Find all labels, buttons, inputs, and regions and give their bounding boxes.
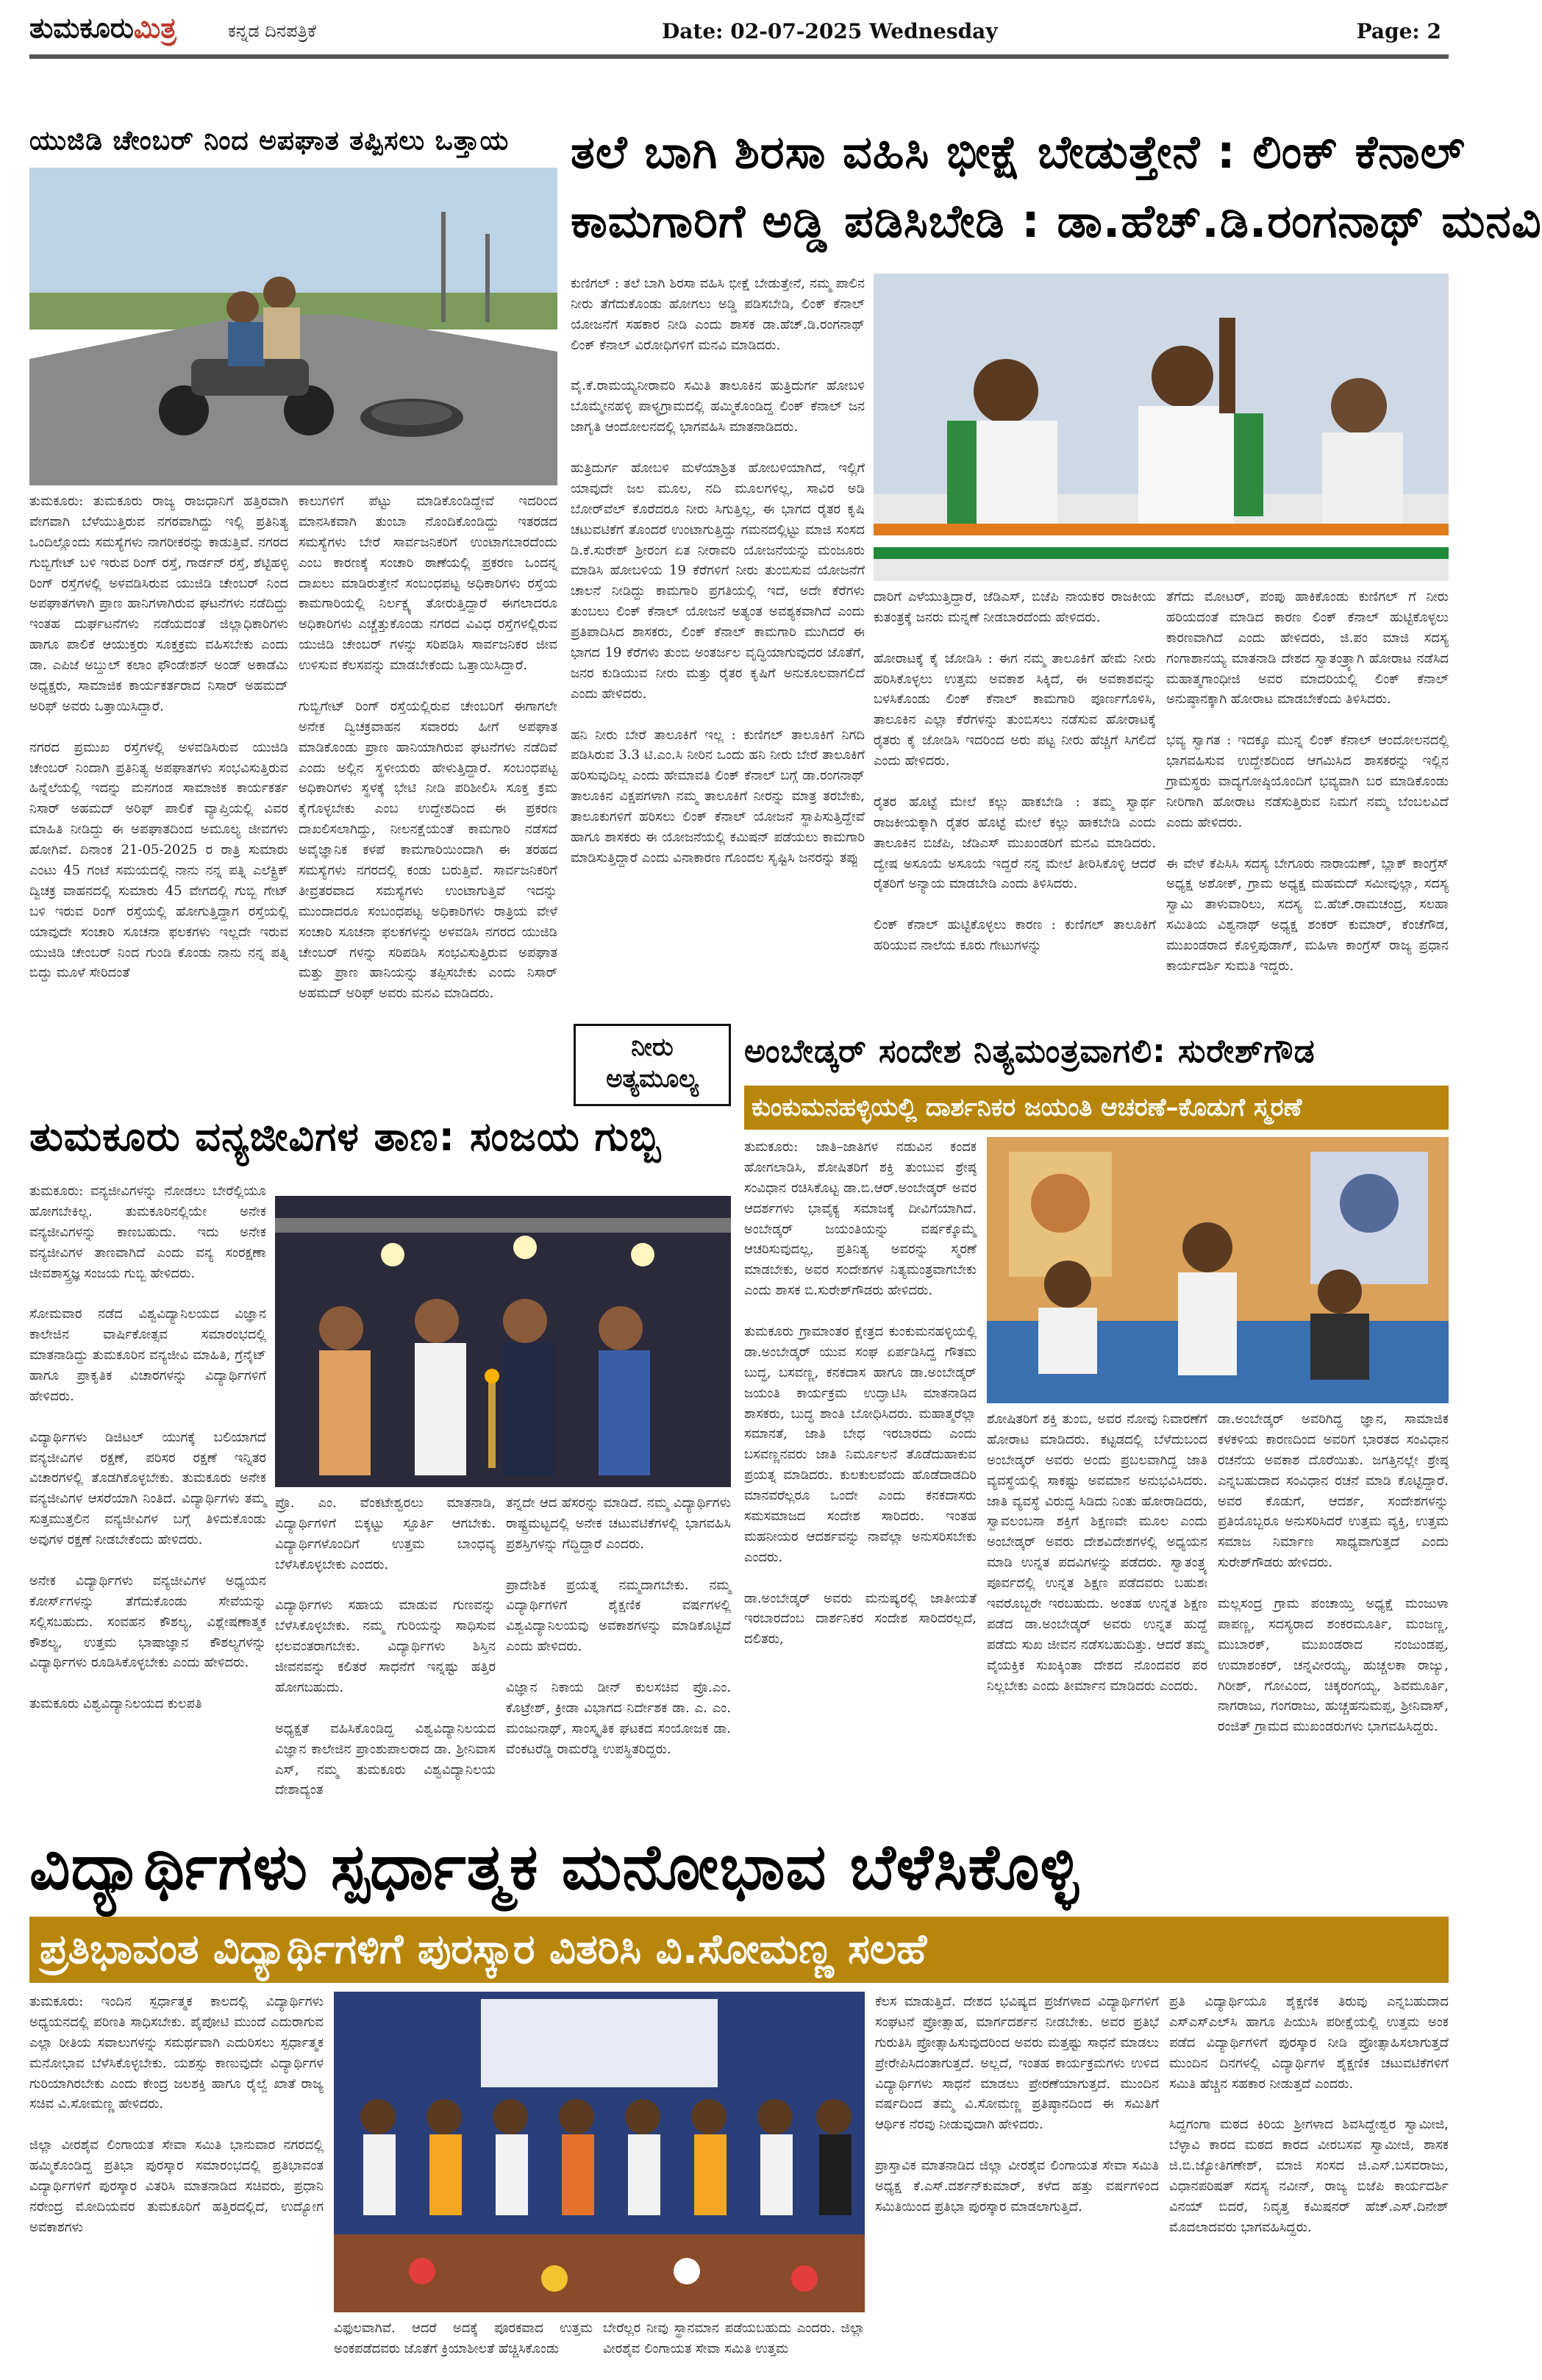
masthead bbox=[29, 7, 1449, 59]
story5-column-b: ವಿಫುಲವಾಗಿವೆ. ಆದರೆ ಅದಕ್ಕೆ ಪೂರಕವಾದ ಉತ್ತಮ ಅಂಕಪಡೆದವರು ಜೊತೆಗೆ ಕ್ರಿಯಾಶೀಲತೆ ಹೆಚ್ಚಿಸಿಕೊಂಡು bbox=[334, 2320, 593, 2356]
story3-column-a: ತುಮಕೂರು: ಜಾತಿ–ಜಾತಿಗಳ ನಡುವಿನ ಕಂದಕ ಹೋಗಲಾಡಿಸಿ, ಶೋಷಿತರಿಗೆ ಶಕ್ತಿ ತುಂಬುವ ಶ್ರೇಷ್ಠ ಸಂವಿಧಾನ ರಚಿಸಿಕೊಟ್ಟ ಡಾ.ಬಿ.ಆರ್.ಅಂಬೇಡ್ಕರ್ ಅವರ ಆದರ್ಶಗಳು ಭಾವೈಕ್ಯ ಸಮಾಜಕ್ಕೆ ದೀವಿಗೆಯಾಗಿದೆ. ಅಂಬೇಡ್ಕರ್ ಜಯಂತಿಯನ್ನು ವರ್ಷಕ್ಕೊಮ್ಮೆ ಆಚರಿಸುವುದಲ್ಲ, ಪ್ರತಿನಿತ್ಯ ಅವರನ್ನು ಸ್ಮರಣೆ ಮಾಡಬೇಕು, ಅವರ ಸಂದೇಶಗಳ ನಿತ್ಯಮಂತ್ರವಾಗಬೇಕು ಎಂದು ಶಾಸಕ ಬಿ.ಸುರೇಶ್‌ಗೌಡರು ಹೇಳಿದರು. ತುಮಕೂರು ಗ್ರಾಮಾಂತರ ಕ್ಷೇತ್ರದ ಕುಂಕುಮನಹಳ್ಳಿಯಲ್ಲಿ ಡಾ.ಅಂಬೇಡ್ಕರ್ ಯುವ ಸಂಘ ಏರ್ಪಡಿಸಿದ್ದ ಗೌತಮ ಬುದ್ಧ, ಬಸವಣ್ಣ, ಕನಕದಾಸ ಹಾಗೂ ಡಾ.ಅಂಬೇಡ್ಕರ್ ಜಯಂತಿ ಕಾರ್ಯಕ್ರಮ ಉದ್ಘಾಟಿಸಿ ಮಾತನಾಡಿದ ಶಾಸಕರು, ಬುದ್ಧ ಶಾಂತಿ ಬೋಧಿಸಿದರು. ಮಹಾತ್ಮರೆಲ್ಲಾ ಸಮಾನತೆ, ಜಾತಿ ಬೇಧ ಇರಬಾರದು ಎಂದು ಬಸವಣ್ಣನವರು ಜಾತಿ ನಿರ್ಮೂಲನೆ ತೊಡೆದುಹಾಕುವ ಪ್ರಯತ್ನ ಮಾಡಿದರು. ಕುಲಕುಲವೆಂದು ಹೊಡೆದಾಡದಿರಿ ಮಾನವರೆಲ್ಲರೂ ಒಂದೇ ಎಂದು ಕನಕದಾಸರು ಸಮಸಮಾಜದ ಸಂದೇಶ ಸಾರಿದರು. ಇಂತಹ ಮಹನೀಯರ ಆದರ್ಶವನ್ನು ನಾವೆಲ್ಲಾ ಅನುಸರಿಸಬೇಕು ಎಂದರು. ಡಾ.ಅಂಬೇಡ್ಕರ್ ಅವರು ಮನುಷ್ಯರಲ್ಲಿ ಜಾತೀಯತೆ ಇರಬಾರದೆಂಬ ದಾರ್ಶನಿಕರ ಸಂದೇಶ ಸಾರಿದರಲ್ಲದೆ, ದಲಿತರು, bbox=[744, 1139, 977, 1647]
masthead-date: Date: 02-07-2025 Wednesday bbox=[662, 19, 998, 43]
masthead-logo-b: ಮಿತ್ರ bbox=[133, 12, 176, 44]
story5-column-c: ಬೇರೆಲ್ಲರ ನೀವು ಸ್ಥಾನಮಾನ ಪಡೆಯಬಹುದು ಎಂದರು. ಜಿಲ್ಲಾ ವೀರಶೈವ ಲಿಂಗಾಯತ ಸೇವಾ ಸಮಿತಿ ಉತ್ತಮ bbox=[603, 2320, 865, 2356]
story4-photo bbox=[275, 1196, 731, 1487]
story1-column-1: ತುಮಕೂರು: ತುಮಕೂರು ರಾಜ್ಯ ರಾಜಧಾನಿಗೆ ಹತ್ತಿರವಾಗಿ ವೇಗವಾಗಿ ಬೆಳೆಯುತ್ತಿರುವ ನಗರವಾಗಿದ್ದು ಇಲ್ಲಿ ಪ್ರತಿನಿತ್ಯ ಒಂದಿಲ್ಲೊಂದು ಸಮಸ್ಯೆಗಳು ನಾಗರೀಕರನ್ನು ಕಾಡುತ್ತಿವೆ. ನಗರದ ಗುಬ್ಬಿಗೇಟ್ ಬಳಿ ಇರುವ ರಿಂಗ್ ರಸ್ತೆ, ಗಾರ್ಡನ್ ರಸ್ತೆ, ಶೆಟ್ಟಿಹಳ್ಳಿ ರಿಂಗ್ ರಸ್ತೆಗಳಲ್ಲಿ ಅಳವಡಿಸಿರುವ ಯುಜಿಡಿ ಚೇಂಬರ್ ನಿಂದ ಅಪಘಾತಗಳಾಗಿ ಪ್ರಾಣ ಹಾನಿಗಳಾಗಿರುವ ಘಟನೆಗಳು ನಡೆದಿದ್ದು ಇಂತಹ ದುರ್ಘಟನೆಗಳು ನಡೆಯದಂತೆ ಜಿಲ್ಲಾಧಿಕಾರಿಗಳು ಹಾಗೂ ಪಾಲಿಕೆ ಆಯುಕ್ತರು ಸೂಕ್ತಕ್ರಮ ವಹಿಸಬೇಕು ಎಂದು ಡಾ. ಎಪಿಜೆ ಅಬ್ದುಲ್ ಕಲಾಂ ಫೌಂಡೇಶನ್ ಅಂಡ್ ಅಕಾಡೆಮಿ ಅಧ್ಯಕ್ಷರು, ಸಾಮಾಜಿಕ ಕಾರ್ಯಕರ್ತರಾದ ನಿಸಾರ್ ಅಹಮದ್ ಅರಿಫ್ ಅವರು ಒತ್ತಾಯಿಸಿದ್ದಾರೆ. ನಗರದ ಪ್ರಮುಖ ರಸ್ತೆಗಳಲ್ಲಿ ಅಳವಡಿಸಿರುವ ಯುಜಿಡಿ ಚೇಂಬರ್ ನಿಂದಾಗಿ ಪ್ರತಿನಿತ್ಯ ಅಪಘಾತಗಳು ಸಂಭವಿಸುತ್ತಿರುವ ಹಿನ್ನೆಲೆಯಲ್ಲಿ ಇದನ್ನು ಮನಗಂಡ ಸಾಮಾಜಿಕ ಕಾರ್ಯಕರ್ತ ನಿಸಾರ್ ಅಹಮದ್ ಅರಿಫ್ ಪಾಲಿಕೆ ವ್ಯಾಪ್ತಿಯಲ್ಲಿ ವಿವರ ಮಾಹಿತಿ ನೀಡಿದ್ದು ಈ ಅಪಘಾತದಿಂದ ಅಮೂಲ್ಯ ಜೀವಗಳು ಹೋಗಿವೆ. ದಿನಾಂಕ 21-05-2025 ರ ರಾತ್ರಿ ಸುಮಾರು ಎಂಟು 45 ಗಂಟೆ ಸಮಯದಲ್ಲಿ ನಾನು ನನ್ನ ಪತ್ನಿ ಎಲೆಕ್ಟ್ರಿಕ್ ದ್ವಿಚಕ್ರ ವಾಹನದಲ್ಲಿ ಸುಮಾರು 45 ವೇಗದಲ್ಲಿ ಗುಬ್ಬಿ ಗೇಟ್ ಬಳಿ ಇರುವ ರಿಂಗ್ ರಸ್ತೆಯಲ್ಲಿ ಹೋಗುತ್ತಿದ್ದಾಗ ರಸ್ತೆಯಲ್ಲಿ ಯಾವುದೇ ಸಂಚಾರಿ ಸೂಚನಾ ಫಲಕಗಳು ಇಲ್ಲದೇ ಇರುವ ಯುಜಿಡಿ ಚೇಂಬರ್ ನಿಂದ ಗುಂಡಿ ಕೊಂಡು ನಾನು ನನ್ನ ಪತ್ನಿ ಬಿದ್ದು ಮೂಳೆ ಸೇರಿದಂತೆ bbox=[29, 494, 288, 981]
story3-column-c: ಡಾ.ಅಂಬೇಡ್ಕರ್ ಅವರಿಗಿದ್ದ ಜ್ಞಾನ, ಸಾಮಾಜಿಕ ಕಳಕಳಿಯ ಕಾರಣದಿಂದ ಅವರಿಗೆ ಭಾರತದ ಸಂವಿಧಾನ ರಚನೆಯ ಅವಕಾಶ ದೊರೆಯಿತು. ಜಗತ್ತಿನಲ್ಲೇ ಶ್ರೇಷ್ಠ ಎನ್ನಬಹುದಾದ ಸಂವಿಧಾನ ರಚನೆ ಮಾಡಿ ಕೊಟ್ಟಿದ್ದಾರೆ. ಅವರ ಕೊಡುಗೆ, ಆದರ್ಶ, ಸಂದೇಶಗಳನ್ನು ಪ್ರತಿಯೊಬ್ಬರೂ ಅನುಸರಿಸಿದರೆ ಉತ್ತಮ ವ್ಯಕ್ತಿ, ಉತ್ತಮ ಸಮಾಜ ನಿರ್ಮಾಣ ಸಾಧ್ಯವಾಗುತ್ತದೆ ಎಂದು ಸುರೇಶ್‌ಗೌಡರು ಹೇಳಿದರು. ಮಲ್ಲಸಂದ್ರ ಗ್ರಾಮ ಪಂಚಾಯ್ತಿ ಅಧ್ಯಕ್ಷೆ ಮಂಜುಳಾ ಪಾಪಣ್ಣ, ಸದಸ್ಯರಾದ ಶಂಕರಮೂರ್ತಿ, ಮಂಜಣ್ಣ, ಮುಬಾರಕ್, ಮುಖಂಡರಾದ ನಂಜುಂಡಪ್ಪ, ಉಮಾಶಂಕರ್, ಚನ್ನವೀರಯ್ಯ, ಹುಚ್ಚಲಕಾ ರಾಜ್ಯು, ಗಿರೀಶ್, ಗೋವಿಂದ, ಚಿಕ್ಕರಂಗಯ್ಯ, ಶಿವಮೂರ್ತಿ, ನಾಗರಾಜು, ಗಂಗರಾಜು, ಹುಚ್ಚಹನುಮಪ್ಪ, ಶ್ರೀನಿವಾಸ್, ರಂಜಿತ್ ಗ್ರಾಮದ ಮುಖಂಡರುಗಳು ಭಾಗವಹಿಸಿದ್ದರು. bbox=[1218, 1411, 1449, 1735]
award-ceremony-photo-illustration bbox=[334, 1992, 865, 2312]
story2-headline-line2: ಕಾಮಗಾರಿಗೆ ಅಡ್ಡಿ ಪಡಿಸಿಬೇಡಿ : ಡಾ.ಹೆಚ್.ಡಿ.ರಂಗನಾಥ್ ಮನವಿ bbox=[571, 194, 1542, 248]
lamp-lighting-photo-illustration bbox=[275, 1196, 731, 1487]
story2-photo bbox=[874, 274, 1449, 581]
story1-column-2: ಕಾಲುಗಳಿಗೆ ಪೆಟ್ಟು ಮಾಡಿಕೊಂಡಿದ್ದೇವೆ ಇದರಿಂದ ಮಾನಸಿಕವಾಗಿ ತುಂಬಾ ನೊಂದಿಕೊಂಡಿದ್ದು ಇತರಡದ ಸಮಸ್ಯೆಗಳು ಬೇರೆ ಸಾರ್ವಜನಿಕರಿಗೆ ಉಂಟಾಗಬಾರದೆಂದು ಎಂಬ ಕಾರಣಕ್ಕೆ ಸಂಚಾರಿ ಠಾಣೆಯಲ್ಲಿ ಪ್ರಕರಣ ಒಂದನ್ನ ದಾಖಲು ಮಾಡಿರುತ್ತೇನೆ ಸಂಬಂಧಪಟ್ಟ ಅಧಿಕಾರಿಗಳು ರಸ್ತೆಯ ಕಾಮಗಾರಿಯಲ್ಲಿ ನಿರ್ಲಕ್ಷ್ಯ ತೋರುತ್ತಿದ್ದಾರೆ ಈಗಲಾದರೂ ಅಧಿಕಾರಿಗಳು ಎಚ್ಚೆತ್ತುಕೊಂಡು ನಗರದ ವಿವಿಧ ರಸ್ತೆಗಳಲ್ಲಿರುವ ಯುಜಿಡಿ ಚೇಂಬರ್ ಗಳನ್ನು ಸರಿಪಡಿಸಿ ಸಾರ್ವಜನಿಕರ ಜೀವ ಉಳಿಸುವ ಕೆಲಸವನ್ನು ಮಾಡಬೇಕೆಂದು ಒತ್ತಾಯಿಸಿದ್ದಾರೆ. ಗುಬ್ಬಿಗೇಟ್ ರಿಂಗ್ ರಸ್ತೆಯಲ್ಲಿರುವ ಚೇಂಬರಿಗೆ ಈಗಾಗಲೇ ಅನೇಕ ದ್ವಿಚಕ್ರವಾಹನ ಸವಾರರು ಹೀಗೆ ಅಪಘಾತ ಮಾಡಿಕೊಂಡು ಪ್ರಾಣ ಹಾನಿಯಾಗಿರುವ ಘಟನೆಗಳು ನಡೆದಿವೆ ಎಂದು ಅಲ್ಲಿನ ಸ್ಥಳೀಯರು ಹೇಳುತ್ತಿದ್ದಾರೆ. ಸಂಬಂಧಪಟ್ಟ ಅಧಿಕಾರಿಗಳು ಸ್ಥಳಕ್ಕೆ ಭೇಟಿ ನೀಡಿ ಪರಿಶೀಲಿಸಿ ಸೂಕ್ತ ಕ್ರಮ ಕೈಗೊಳ್ಳಬೇಕು ಎಂಬ ಉದ್ದೇಶದಿಂದ ಈ ಪ್ರಕರಣ ದಾಖಲಿಸಲಾಗಿದ್ದು, ನೀಲನಕ್ಷೆಯಂತೆ ಕಾಮಗಾರಿ ನಡೆಸದೆ ಅವೈಜ್ಞಾನಿಕ ಕಳಪೆ ಕಾಮಗಾರಿಯಿಂದಾಗಿ ಈ ತರಹದ ಸಮಸ್ಯೆಗಳು ನಗರದಲ್ಲಿ ಕಂಡು ಬರುತ್ತಿವೆ. ಸಾರ್ವಜನಿಕರಿಗೆ ತೀವ್ರತರವಾದ ಸಮಸ್ಯೆಗಳು ಉಂಟಾಗುತ್ತಿವೆ ಇದನ್ನು ಮುಂದಾದರೂ ಸಂಬಂಧಪಟ್ಟ ಅಧಿಕಾರಿಗಳು ರಾತ್ರಿಯ ವೇಳೆ ಸಂಚಾರಿ ಸೂಚನಾ ಫಲಕಗಳನ್ನು ಅಳವಡಿಸಿ ನಗರದ ಯುಜಿಡಿ ಚೇಂಬರ್ ಗಳನ್ನು ಸರಿಪಡಿಸಿ ಸಂಭವಿಸುತ್ತಿರುವ ಅಪಘಾತ ಮತ್ತು ಪ್ರಾಣ ಹಾನಿಯನ್ನು ತಪ್ಪಿಸಬೇಕು ಎಂದು ನಿಸಾರ್ ಅಹಮದ್ ಅರಿಫ್ ಅವರು ಮನವಿ ಮಾಡಿದರು. bbox=[299, 494, 557, 1002]
story4-headline: ತುಮಕೂರು ವನ್ಯಜೀವಿಗಳ ತಾಣ: ಸಂಜಯ ಗುಬ್ಬಿ bbox=[29, 1114, 662, 1160]
quote-box-line2: ಅತ್ಯಮೂಲ್ಯ bbox=[606, 1063, 699, 1094]
masthead-subtitle: ಕನ್ನಡ ದಿನಪತ್ರಿಕೆ bbox=[228, 21, 317, 41]
story2-headline-line1: ತಲೆ ಬಾಗಿ ಶಿರಸಾ ವಹಿಸಿ ಭೀಕ್ಷೆ ಬೇಡುತ್ತೇನೆ : ಲಿಂಕ್ ಕೆನಾಲ್ bbox=[571, 125, 1466, 179]
story2-column-b: ತೆಗೆದು ಮೋಟರ್, ಪಂಪು ಹಾಕಿಕೊಂಡು ಕುಣಿಗಲ್ ಗೆ ನೀರು ಹರಿಯದಂತೆ ಮಾಡಿದ ಕಾರಣ ಲಿಂಕ್ ಕೆನಾಲ್ ಹುಟ್ಟಿಕೊಳ್ಳಲು ಕಾರಣವಾಗಿದೆ ಎಂದು ಹೇಳಿದರು, ಜಿ.ಪಂ ಮಾಜಿ ಸದಸ್ಯ ಗಂಗಾಶಾನಯ್ಯ ಮಾತನಾಡಿ ದೇಶದ ಸ್ವಾತಂತ್ರ್ಯಾಗಿ ಹೋರಾಟ ನಡೆಸಿದ ಮಹಾತ್ಮಗಾಂಧೀಜಿ ಅವರ ಮಾದರಿಯಲ್ಲಿ ಲಿಂಕ್ ಕೆನಾಲ್ ಅನುಷ್ಠಾನಕ್ಕಾಗಿ ಹೋರಾಟ ಮಾಡಬೇಕೆಂದು ತಿಳಿಸಿದರು. ಭವ್ಯ ಸ್ವಾಗತ : ಇದಕ್ಕೂ ಮುನ್ನ ಲಿಂಕ್ ಕೆನಾಲ್ ಆಂದೋಲನದಲ್ಲಿ ಭಾಗವಹಿಸುವ ಉದ್ದೇಶದಿಂದ ಆಗಮಿಸಿದ ಶಾಸಕರನ್ನು ಇಲ್ಲಿನ ಗ್ರಾಮಸ್ಥರು ವಾದ್ಯಗೋಷ್ಠಿಯೊಂದಿಗೆ ಭವ್ಯವಾಗಿ ಬರ ಮಾಡಿಕೊಂಡು ನೀರಿಗಾಗಿ ಹೋರಾಟ ನಡೆಸುತ್ತಿರುವ ನಿಮಗೆ ನಮ್ಮ ಬೆಂಬಲವಿದೆ ಎಂದು ಹೇಳಿದರು. ಈ ವೇಳೆ ಕೆಪಿಸಿಸಿ ಸದಸ್ಯ ಬೇಗೂರು ನಾರಾಯಣ್, ಬ್ಲಾಕ್ ಕಾಂಗ್ರೆಸ್ ಅಧ್ಯಕ್ಷ ಅಶೋಕ್, ಗ್ರಾಮ ಅಧ್ಯಕ್ಷ ಮಹಮದ್ ಸಮೀವುಲ್ಲಾ, ಸದಸ್ಯ ಸ್ವಾಮಿ ತಾಳುವಾರಿಲು, ಸದಸ್ಯ ಬಿ.ಹೆಚ್.ರಾಮಚಂದ್ರ, ಸಲಹಾ ಸಮಿತಿಯ ವಿಶ್ವನಾಥ್ ಅಧ್ಯಕ್ಷ ಶಂಕರ್ ಕುಮಾರ್, ಕೆಂಚೆಗೌಡ, ಮುಖಂಡರಾದ ಕೊಳ್ತಿಪುಡಾಗ್, ಮಹಿಳಾ ಕಾಂಗ್ರೆಸ್ ರಾಜ್ಯ ಪ್ರಧಾನ ಕಾರ್ಯದರ್ಶಿ ಸುಮತಿ ಇದ್ದರು. bbox=[1166, 589, 1449, 975]
story2-column-top: ಕುಣಿಗಲ್ : ತಲೆ ಬಾಗಿ ಶಿರಸಾ ವಹಿಸಿ ಭೀಕ್ಷೆ ಬೇಡುತ್ತೇನೆ, ನಮ್ಮ ಪಾಲಿನ ನೀರು ತೆಗೆದುಕೊಂಡು ಹೋಗಲು ಅಡ್ಡಿ ಪಡಿಸಬೇಡಿ, ಲಿಂಕ್ ಕೆನಾಲ್ ಯೋಜನೆಗೆ ಸಹಕಾರ ನೀಡಿ ಎಂದು ಶಾಸಕ ಡಾ.ಹೆಚ್.ಡಿ.ರಂಗನಾಥ್ ಲಿಂಕ್ ಕೆನಾಲ್ ವಿರೋಧಿಗಳಿಗೆ ಮನವಿ ಮಾಡಿದರು. ವೈ.ಕೆ.ರಾಮಯ್ಯನೀರಾವರಿ ಸಮಿತಿ ತಾಲೂಕಿನ ಹುತ್ರಿದುರ್ಗ ಹೋಬಳಿ ಬೊಮ್ಮೇನಹಳ್ಳಿ ಪಾಳ್ಯಗ್ರಾಮದಲ್ಲಿ ಹಮ್ಮಿಕೊಂಡಿದ್ದ ಲಿಂಕ್ ಕೆನಾಲ್ ಜನ ಜಾಗೃತಿ ಆಂದೋಲನದಲ್ಲಿ ಭಾಗವಹಿಸಿ ಮಾತನಾಡಿದರು. ಹುತ್ರಿದುರ್ಗ ಹೋಬಳಿ ಮಳೆಯಾಶ್ರಿತ ಹೋಬಳಿಯಾಗಿದೆ, ಇಲ್ಲಿಗೆ ಯಾವುದೇ ಜಲ ಮೂಲ, ನದಿ ಮೂಲಗಳಿಲ್ಲ, ಸಾವಿರ ಅಡಿ ಬೋರ್‌ವೆಲ್ ಕೊರೆದರೂ ನೀರು ಸಿಗುತ್ತಿಲ್ಲ, ಈ ಭಾಗದ ರೈತರ ಕೃಷಿ ಚಟುವಟಿಕೆಗೆ ತೊಂದರೆ ಉಂಟಾಗುತ್ತಿದ್ದು ಗಮನದಲ್ಲಿಟ್ಟು ಮಾಜಿ ಸಂಸದ ಡಿ.ಕೆ.ಸುರೇಶ್ ಶ್ರೀರಂಗ ಏತ ನೀರಾವರಿ ಯೋಜನೆಯನ್ನು ಮಂಜೂರು ಮಾಡಿಸಿ ಹೋಬಳಿಯ 19 ಕೆರೆಗಳಿಗೆ ನೀರು ತುಂಬಿಸುವ ಯೋಜನೆಗೆ ಚಾಲನೆ ನೀಡಿದ್ದು ಕಾಮಗಾರಿ ಪ್ರಗತಿಯಲ್ಲಿ ಇದೆ, ಅದೇ ಕೆರೆಗಳು ತುಂಬಲು ಲಿಂಕ್ ಕೆನಾಲ್ ಯೋಜನೆ ಅತ್ಯಂತ ಅವಶ್ಯಕವಾಗಿದೆ ಎಂದು ಪ್ರತಿಪಾದಿಸಿದ ಶಾಸಕರು, ಲಿಂಕ್ ಕೆನಾಲ್ ಕಾಮಗಾರಿ ಮುಗಿದರೆ ಈ ಭಾಗದ 19 ಕೆರೆಗಳು ತುಂಬಿ ಅಂತರ್ಜಲ ವೃದ್ಧಿಯಾಗುವುದರ ಜೊತೆಗೆ, ಜನರ ಕುಡಿಯುವ ನೀರು ಮತ್ತು ರೈತರ ಕೃಷಿಗೆ ಅನುಕೂಲವಾಗಲಿದೆ ಎಂದು ಹೇಳಿದರು. ಹನಿ ನೀರು ಬೇರೆ ತಾಲೂಕಿಗೆ ಇಲ್ಲ : ಕುಣಿಗಲ್ ತಾಲೂಕಿಗೆ ನಿಗದಿ ಪಡಿಸಿರುವ 3.3 ಟಿ.ಎಂ.ಸಿ ನೀರಿನ ಒಂದು ಹನಿ ನೀರು ಬೇರೆ ತಾಲೂಕಿಗೆ ಹರಿಸುವುದಿಲ್ಲ ಎಂದು ಹೇಮಾವತಿ ಲಿಂಕ್ ಕೆನಾಲ್ ಬಗ್ಗೆ ಡಾ.ರಂಗನಾಥ್ ತಾಲೂಕಿನ ವಿಕ್ಷಪಗಳಾಗಿ ನಮ್ಮ ತಾಲೂಕಿಗೆ ನೀರನ್ನು ಮಾತ್ರ ತರಬೇಕು, ತಾಲೂಕುಗಳಿಗೆ ಹರಿಸಲು ಲಿಂಕ್ ಕೆನಾಲ್ ಯೋಜನೆ ಸ್ಥಾಪಿಸುತ್ತಿದ್ದೇವೆ ಹಾಗೂ ಶಾಸಕರು ಈ ಯೋಜನೆಯಲ್ಲಿ ಕಮಿಷನ್ ಪಡೆಯಲು ಕಾಮಗಾರಿ ಮಾಡಿಸುತ್ತಿದ್ದಾರೆ ಎಂದು ವಿನಾಕಾರಣ ಗೊಂದಲ ಸೃಷ್ಟಿಸಿ ಜನರನ್ನು ತಪ್ಪು bbox=[571, 276, 865, 866]
story5-subhead: ಪ್ರತಿಭಾವಂತ ವಿದ್ಯಾರ್ಥಿಗಳಿಗೆ ಪುರಸ್ಕಾರ ವಿತರಿಸಿ ವಿ.ಸೋಮಣ್ಣ ಸಲಹೆ bbox=[29, 1917, 1449, 1983]
story4-column-b: ಪ್ರೊ. ಎಂ. ವೆಂಕಟೇಶ್ವರಲು ಮಾತನಾಡಿ, ವಿದ್ಯಾರ್ಥಿಗಳಿಗೆ ಬಿಕ್ಕಟ್ಟು ಸ್ಫೂರ್ತಿ ಆಗಬೇಕು. ವಿದ್ಯಾರ್ಥಿಗಳೊಂದಿಗೆ ಉತ್ತಮ ಬಾಂಧವ್ಯ ಬೆಳೆಸಿಕೊಳ್ಳಬೇಕು ಎಂದರು. ವಿದ್ಯಾರ್ಥಿಗಳು ಸಹಾಯ ಮಾಡುವ ಗುಣವನ್ನು ಬೆಳೆಸಿಕೊಳ್ಳಬೇಕು. ನಮ್ಮ ಗುರಿಯನ್ನು ಸಾಧಿಸುವ ಛಲವಂತರಾಗಬೇಕು. ವಿದ್ಯಾರ್ಥಿಗಳು ಶಿಸ್ತಿನ ಜೀವನವನ್ನು ಕಲಿತರೆ ಸಾಧನೆಗೆ ಇನ್ನಷ್ಟು ಹತ್ತಿರ ಹೋಗಬಹುದು. ಅಧ್ಯಕ್ಷತೆ ವಹಿಸಿಕೊಂಡಿದ್ದ ವಿಶ್ವವಿದ್ಯಾನಿಲಯದ ವಿಜ್ಞಾನ ಕಾಲೇಜಿನ ಪ್ರಾಂಶುಪಾಲರಾದ ಡಾ. ಶ್ರೀನಿವಾಸ ಎಸ್, ನಮ್ಮ ತುಮಕೂರು ವಿಶ್ವವಿದ್ಯಾನಿಲಯ ದೇಶಾದ್ಯಂತ bbox=[275, 1495, 496, 1798]
masthead-logo-a: ತುಮಕೂರು bbox=[29, 12, 134, 44]
story5-column-d: ಕೆಲಸ ಮಾಡುತ್ತಿದೆ. ದೇಶದ ಭವಿಷ್ಯದ ಪ್ರಜೆಗಳಾದ ವಿದ್ಯಾರ್ಥಿಗಳಿಗೆ ಸಂಘಟನೆ ಪ್ರೋತ್ಸಾಹ, ಮಾರ್ಗದರ್ಶನ ನೀಡಬೇಕು. ಅವರ ಪ್ರತಿಭೆ ಗುರುತಿಸಿ ಪ್ರೋತ್ಸಾಹಿಸುವುದರಿಂದ ಅವರು ಮತ್ತಷ್ಟು ಸಾಧನೆ ಮಾಡಲು ಪ್ರೇರೇಪಿಸಿದಂತಾಗುತ್ತದೆ. ಅಲ್ಲದೆ, ಇಂತಹ ಕಾರ್ಯಕ್ರಮಗಳು ಉಳಿದ ವಿದ್ಯಾರ್ಥಿಗಳು ಸಾಧನೆ ಮಾಡಲು ಪ್ರೇರಣೆಯಾಗುತ್ತದೆ. ಮುಂದಿನ ವರ್ಷದಿಂದ ತಮ್ಮ ವಿ.ಸೋಮಣ್ಣ ಪ್ರತಿಷ್ಠಾನದಿಂದ ಈ ಸಮಿತಿಗೆ ಆರ್ಥಿಕ ನೆರವು ನೀಡುವುದಾಗಿ ಹೇಳಿದರು. ಪ್ರಾಸ್ತಾವಿಕ ಮಾತನಾಡಿದ ಜಿಲ್ಲಾ ವೀರಶೈವ ಲಿಂಗಾಯತ ಸೇವಾ ಸಮಿತಿ ಅಧ್ಯಕ್ಷ ಕೆ.ಎಸ್.ದರ್ಶನ್‌ಕುಮಾರ್, ಕಳೆದ ಹತ್ತು ವರ್ಷಗಳಿಂದ ಸಮಿತಿಯಿಂದ ಪ್ರತಿಭಾ ಪುರಸ್ಕಾರ ಮಾಡಲಾಗುತ್ತಿದೆ. bbox=[875, 1994, 1159, 2215]
story5-headline: ವಿದ್ಯಾರ್ಥಿಗಳು ಸ್ಪರ್ಧಾತ್ಮಕ ಮನೋಭಾವ ಬೆಳೆಸಿಕೊಳ್ಳಿ bbox=[29, 1831, 1079, 1904]
story1-headline: ಯುಜಿಡಿ ಚೇಂಬರ್ ನಿಂದ ಅಪಘಾತ ತಪ್ಪಿಸಲು ಒತ್ತಾಯ bbox=[29, 126, 510, 156]
story4-column-c: ತನ್ನದೇ ಆದ ಹೆಸರನ್ನು ಮಾಡಿದೆ. ನಮ್ಮ ವಿದ್ಯಾರ್ಥಿಗಳು ರಾಷ್ಟ್ರಮಟ್ಟದಲ್ಲಿ ಅನೇಕ ಚಟುವಟಿಕೆಗಳಲ್ಲಿ ಭಾಗವಹಿಸಿ ಪ್ರಶಸ್ತಿಗಳನ್ನು ಗೆದ್ದಿದ್ದಾರೆ ಎಂದರು. ಪ್ರಾದೇಶಿಕ ಪ್ರಯತ್ನ ನಮ್ಮದಾಗಬೇಕು. ನಮ್ಮ ವಿದ್ಯಾರ್ಥಿಗಳಿಗೆ ಶೈಕ್ಷಣಿಕ ವರ್ಷಗಳಲ್ಲಿ ವಿಶ್ವವಿದ್ಯಾನಿಲಯವು ಅವಕಾಶಗಳನ್ನು ಮಾಡಿಕೊಟ್ಟಿದೆ ಎಂದು ಹೇಳಿದರು. ವಿಜ್ಞಾನ ನಿಕಾಯ ಡೀನ್ ಕುಲಸಚಿವ ಪ್ರೊ.ಎಂ. ಕೊಟ್ರೇಶ್, ಕ್ರೀಡಾ ವಿಭಾಗದ ನಿರ್ದೇಶಕ ಡಾ. ಎ. ಎಂ. ಮಂಜುನಾಥ್, ಸಾಂಸ್ಕೃತಿಕ ಘಟಕದ ಸಂಯೋಜಕ ಡಾ. ವೆಂಕಟರೆಡ್ಡಿ ರಾಮರೆಡ್ಡಿ ಉಪಸ್ಥಿತರಿದ್ದರು. bbox=[506, 1495, 731, 1757]
protest-photo-illustration bbox=[874, 274, 1449, 581]
story5-column-e: ಪ್ರತಿ ವಿದ್ಯಾರ್ಥಿಯೂ ಶೈಕ್ಷಣಿಕ ತಿರುವು ಎನ್ನಬಹುದಾದ ಎಸ್‌ಎಸ್‌ಎಲ್‌ಸಿ ಹಾಗೂ ಪಿಯುಸಿ ಪರೀಕ್ಷೆಯಲ್ಲಿ ಉತ್ತಮ ಅಂಕ ಪಡೆದ ವಿದ್ಯಾರ್ಥಿಗಳಿಗೆ ಪುರಸ್ಕಾರ ನೀಡಿ ಪ್ರೋತ್ಸಾಹಿಸಲಾಗುತ್ತದೆ ಮುಂದಿನ ದಿನಗಳಲ್ಲಿ ವಿದ್ಯಾರ್ಥಿಗಳ ಶೈಕ್ಷಣಿಕ ಚಟುವಟಿಕೆಗಳಿಗೆ ಸಮಿತಿ ಹೆಚ್ಚಿನ ಸಹಕಾರ ನೀಡುತ್ತದೆ ಎಂದರು. ಸಿದ್ದಗಂಗಾ ಮಠದ ಕಿರಿಯ ಶ್ರೀಗಳಾದ ಶಿವಸಿದ್ದೇಶ್ವರ ಸ್ವಾಮೀಜಿ, ಬೆಳ್ಳಾವಿ ಕಾರದ ಮಠದ ಕಾರದ ವೀರಬಸವ ಸ್ವಾಮೀಜಿ, ಶಾಸಕ ಜಿ.ಬಿ.ಜ್ಯೋತಿಗಣೇಶ್, ಮಾಜಿ ಸಂಸದ ಜಿ.ಎಸ್.ಬಸವರಾಜು, ವಿಧಾನಪರಿಷತ್ ಸದಸ್ಯ ನವೀನ್, ರಾಜ್ಯ ಬಿಜೆಪಿ ಕಾರ್ಯದರ್ಶಿ ವಿನಯ್ ಬಿದರೆ, ನಿವೃತ್ತ ಕಮಿಷನರ್ ಹೆಚ್.ಎಸ್.ದಿನೇಶ್ ಮೊದಲಾದವರು ಭಾಗವಹಿಸಿದ್ದರು. bbox=[1169, 1994, 1449, 2235]
story2-column-a: ದಾರಿಗೆ ಎಳೆಯುತ್ತಿದ್ದಾರೆ, ಜೆಡಿಎಸ್, ಬಿಜೆಪಿ ನಾಯಕರ ರಾಜಕೀಯ ಕುತಂತ್ರಕ್ಕೆ ಜನರು ಮನ್ನಣೆ ನೀಡಬಾರದೆಂದು ಹೇಳಿದರು. ಹೋರಾಟಕ್ಕೆ ಕೈ ಜೋಡಿಸಿ : ಈಗ ನಮ್ಮ ತಾಲೂಕಿಗೆ ಹೇಮೆ ನೀರು ಹರಿಸಿಕೊಳ್ಳಲು ಉತ್ತಮ ಅವಕಾಶ ಸಿಕ್ಕಿದೆ, ಈ ಅವಕಾಶವನ್ನು ಬಳಸಿಕೊಂಡು ಲಿಂಕ್ ಕೆನಾಲ್ ಕಾಮಗಾರಿ ಪೂರ್ಣಗೊಳಿಸಿ, ತಾಲೂಕಿನ ಎಲ್ಲಾ ಕೆರೆಗಳನ್ನು ತುಂಬಿಸಲು ನಡೆಸುವ ಹೋರಾಟಕ್ಕೆ ರೈತರು ಕೈ ಜೋಡಿಸಿ ಇದರಿಂದ ಅರು ಪಟ್ಟ ನೀರು ಹೆಚ್ಚಿಗೆ ಸಿಗಲಿದೆ ಎಂದು ಹೇಳಿದರು. ರೈತರ ಹೊಟ್ಟೆ ಮೇಲೆ ಕಲ್ಲು ಹಾಕಬೇಡಿ : ತಮ್ಮ ಸ್ವಾರ್ಥ ರಾಜಕೀಯಕ್ಕಾಗಿ ರೈತರ ಹೊಟ್ಟೆ ಮೇಲೆ ಕಲ್ಲು ಹಾಕಬೇಡಿ ಎಂದು ತಾಲೂಕಿನ ಬಿಜೆಪಿ, ಜೆಡಿಎಸ್ ಮುಖಂಡರಿಗೆ ಮನವಿ ಮಾಡಿದರು. ದ್ವೇಷ ಅಸೂಯೆ ಅಸೂಯೆ ಇದ್ದರೆ ನನ್ನ ಮೇಲೆ ತೀರಿಸಿಕೊಳ್ಳಿ ಆದರೆ ರೈತರಿಗೆ ಅನ್ಯಾಯ ಮಾಡಬೇಡಿ ಎಂದು ತಿಳಿಸಿದರು. ಲಿಂಕ್ ಕೆನಾಲ್ ಹುಟ್ಟಿಕೊಳ್ಳಲು ಕಾರಣ : ಕುಣಿಗಲ್ ತಾಲೂಕಿಗೆ ಹರಿಯುವ ನಾಲೆಯ ಕೂರು ಗೇಟುಗಳನ್ನು bbox=[874, 589, 1156, 954]
quote-box-line1: ನೀರು bbox=[631, 1033, 674, 1062]
masthead-logo bbox=[29, 12, 176, 45]
masthead-page-number: Page: 2 bbox=[1356, 19, 1441, 43]
jayanti-photo-illustration bbox=[987, 1137, 1449, 1403]
story1-photo bbox=[29, 168, 557, 485]
story5-column-a: ತುಮಕೂರು: ಇಂದಿನ ಸ್ಪರ್ಧಾತ್ಮಕ ಕಾಲದಲ್ಲಿ ವಿದ್ಯಾರ್ಥಿಗಳು ಅಧ್ಯಯನದಲ್ಲಿ ಪರಿಣತಿ ಸಾಧಿಸಬೇಕು. ಪೈಪೋಟಿ ಮುಂದೆ ಎದುರಾಗುವ ಎಲ್ಲಾ ರೀತಿಯ ಸವಾಲುಗಳನ್ನು ಸಮರ್ಥವಾಗಿ ಎದುರಿಸಲು ಸ್ಪರ್ಧಾತ್ಮಕ ಮನೋಭಾವ ಬೆಳೆಸಿಕೊಳ್ಳಬೇಕು. ಯಶಸ್ಸು ಕಾಣುವುದೇ ವಿದ್ಯಾರ್ಥಿಗಳ ಗುರಿಯಾಗಿರಬೇಕು ಎಂದು ಕೇಂದ್ರ ಜಲಶಕ್ತಿ ಹಾಗೂ ರೈಲ್ವೆ ಖಾತೆ ರಾಜ್ಯ ಸಚಿವ ವಿ.ಸೋಮಣ್ಣ ಹೇಳಿದರು. ಜಿಲ್ಲಾ ವೀರಶೈವ ಲಿಂಗಾಯತ ಸೇವಾ ಸಮಿತಿ ಭಾನುವಾರ ನಗರದಲ್ಲಿ ಹಮ್ಮಿಕೊಂಡಿದ್ದ ಪ್ರತಿಭಾ ಪುರಸ್ಕಾರ ಸಮಾರಂಭದಲ್ಲಿ ಪ್ರತಿಭಾವಂತ ವಿದ್ಯಾರ್ಥಿಗಳಿಗೆ ಪುರಸ್ಕಾರ ವಿತರಿಸಿ ಮಾತನಾಡಿದ ಸಚಿವರು, ಪ್ರಧಾನಿ ನರೇಂದ್ರ ಮೋದಿಯವರ ತುಮಕೂರಿಗೆ ಹತ್ತಿರದಲ್ಲಿದೆ, ಉದ್ಯೋಗ ಅವಕಾಶಗಳು bbox=[29, 1994, 324, 2235]
quote-box bbox=[574, 1024, 731, 1106]
road-photo-illustration bbox=[29, 168, 557, 485]
story4-column-a: ತುಮಕೂರು: ವನ್ಯಜೀವಿಗಳನ್ನು ನೋಡಲು ಬೇರೆಲ್ಲಿಯೂ ಹೋಗಬೇಕಿಲ್ಲ. ತುಮಕೂರಿನಲ್ಲಿಯೇ ಅನೇಕ ವನ್ಯಜೀವಿಗಳನ್ನು ಕಾಣಬಹುದು. ಇದು ಅನೇಕ ವನ್ಯಜೀವಿಗಳ ತಾಣವಾಗಿದೆ ಎಂದು ವನ್ಯ ಸಂರಕ್ಷಣಾ ಜೀವಶಾಸ್ತ್ರಜ್ಞ ಸಂಜಯ ಗುಬ್ಬಿ ಹೇಳಿದರು. ಸೋಮವಾರ ನಡೆದ ವಿಶ್ವವಿದ್ಯಾನಿಲಯದ ವಿಜ್ಞಾನ ಕಾಲೇಜಿನ ವಾರ್ಷಿಕೋತ್ಸವ ಸಮಾರಂಭದಲ್ಲಿ ಮಾತನಾಡಿದ್ದು ತುಮಕೂರಿನ ವನ್ಯಜೀವಿ ಮಾಹಿತಿ, ಗ್ರೆನೈಟ್ ಹಾಗೂ ಪ್ರಾಕೃತಿಕ ವಿಚಾರಗಳನ್ನು ವಿದ್ಯಾರ್ಥಿಗಳಿಗೆ ಹೇಳಿದರು. ವಿದ್ಯಾರ್ಥಿಗಳು ಡಿಜಿಟಲ್ ಯುಗಕ್ಕೆ ಬಲಿಯಾಗದೆ ವನ್ಯಜೀವಿಗಳ ರಕ್ಷಣೆ, ಪರಿಸರ ರಕ್ಷಣೆ ಇನ್ನಿತರ ವಿಚಾರಗಳಲ್ಲಿ ತೊಡಗಿಕೊಳ್ಳಬೇಕು. ತುಮಕೂರು ಅನೇಕ ವನ್ಯಜೀವಿಗಳ ಆಸರೆಯಾಗಿ ನಿಂತಿದೆ. ವಿದ್ಯಾರ್ಥಿಗಳು ತಮ್ಮ ಸುತ್ತಮುತ್ತಲಿನ ವನ್ಯಜೀವಿಗಳ ಬಗ್ಗೆ ತಿಳಿದುಕೊಂಡು ಅವುಗಳ ರಕ್ಷಣೆ ನೀಡಬೇಕೆಂದು ಹೇಳಿದರು. ಅನೇಕ ವಿದ್ಯಾರ್ಥಿಗಳು ವನ್ಯಜೀವಿಗಳ ಅಧ್ಯಯನ ಕೋರ್ಸ್‌ಗಳನ್ನು ತೆಗೆದುಕೊಂಡು ಸೇವೆಯನ್ನು ಸಲ್ಲಿಸಬಹುದು. ಸಂವಹನ ಕೌಶಲ್ಯ, ವಿಶ್ಲೇಷಣಾತ್ಮಕ ಕೌಶಲ್ಯ, ಉತ್ತಮ ಭಾಷಾಜ್ಞಾನ ಕೌಶಲ್ಯಗಳನ್ನು ವಿದ್ಯಾರ್ಥಿಗಳು ರೂಡಿಸಿಕೊಳ್ಳಬೇಕು ಎಂದು ಹೇಳಿದರು. ತುಮಕೂರು ವಿಶ್ವವಿದ್ಯಾನಿಲಯದ ಕುಲಪತಿ bbox=[29, 1183, 266, 1712]
story5-photo bbox=[334, 1992, 865, 2312]
story3-column-b: ಶೋಷಿತರಿಗೆ ಶಕ್ತಿ ತುಂಬಿ, ಅವರ ನೋವು ನಿವಾರಣೆಗೆ ಹೋರಾಟ ಮಾಡಿದರು. ಕಟ್ಟಡದಲ್ಲಿ ಬೆಳೆದುಬಂದ ಅಂಬೇಡ್ಕರ್ ಅವರು ಅಂದು ಪ್ರಬಲವಾಗಿದ್ದ ಜಾತಿ ವ್ಯವಸ್ಥೆಯಲ್ಲಿ ಸಾಕಷ್ಟು ಅವಮಾನ ಅನುಭವಿಸಿದರು. ಜಾತಿ ವ್ಯವಸ್ಥೆ ವಿರುದ್ಧ ಸಿಡಿದು ನಿಂತು ಹೋರಾಡಿದರು, ಸ್ವಾವಲಂಬನಾ ಶಕ್ತಿಗೆ ಶಿಕ್ಷಣವೇ ಮೂಲ ಎಂದು ಅಂಬೇಡ್ಕರ್ ಅವರು ದೇಶವಿದೇಶಗಳಲ್ಲಿ ಅಧ್ಯಯನ ಮಾಡಿ ಉನ್ನತ ಪದವಿಗಳನ್ನು ಪಡೆದರು. ಸ್ವಾತಂತ್ರ್ಯ ಪೂರ್ವದಲ್ಲಿ ಉನ್ನತ ಶಿಕ್ಷಣ ಪಡೆದವರು ಬಹುಶಃ ಇವರೊಬ್ಬರೇ ಇರಬಹುದು. ಅಂತಹ ಉನ್ನತ ಶಿಕ್ಷಣ ಪಡೆದ ಡಾ.ಅಂಬೇಡ್ಕರ್ ಅವರು ಉನ್ನತ ಹುದ್ದೆ ಪಡೆದು ಸುಖ ಜೀವನ ನಡೆಸಬಹುದಿತ್ತು. ಆದರೆ ತಮ್ಮ ವೈಯಕ್ತಿಕ ಸುಖಕ್ಕಿಂತಾ ದೇಶದ ನೊಂದವರ ಪರ ನಿಲ್ಲಬೇಕು ಎಂದು ತೀರ್ಮಾನ ಮಾಡಿದರು ಎಂದರು. bbox=[987, 1411, 1207, 1694]
story3-photo bbox=[987, 1137, 1449, 1403]
story3-subhead: ಕುಂಕುಮನಹಳ್ಳಿಯಲ್ಲಿ ದಾರ್ಶನಿಕರ ಜಯಂತಿ ಆಚರಣೆ–ಕೊಡುಗೆ ಸ್ಮರಣೆ bbox=[744, 1086, 1449, 1130]
story3-headline: ಅಂಬೇಡ್ಕರ್ ಸಂದೇಶ ನಿತ್ಯಮಂತ್ರವಾಗಲಿ: ಸುರೇಶ್‌ಗೌಡ bbox=[744, 1033, 1316, 1070]
